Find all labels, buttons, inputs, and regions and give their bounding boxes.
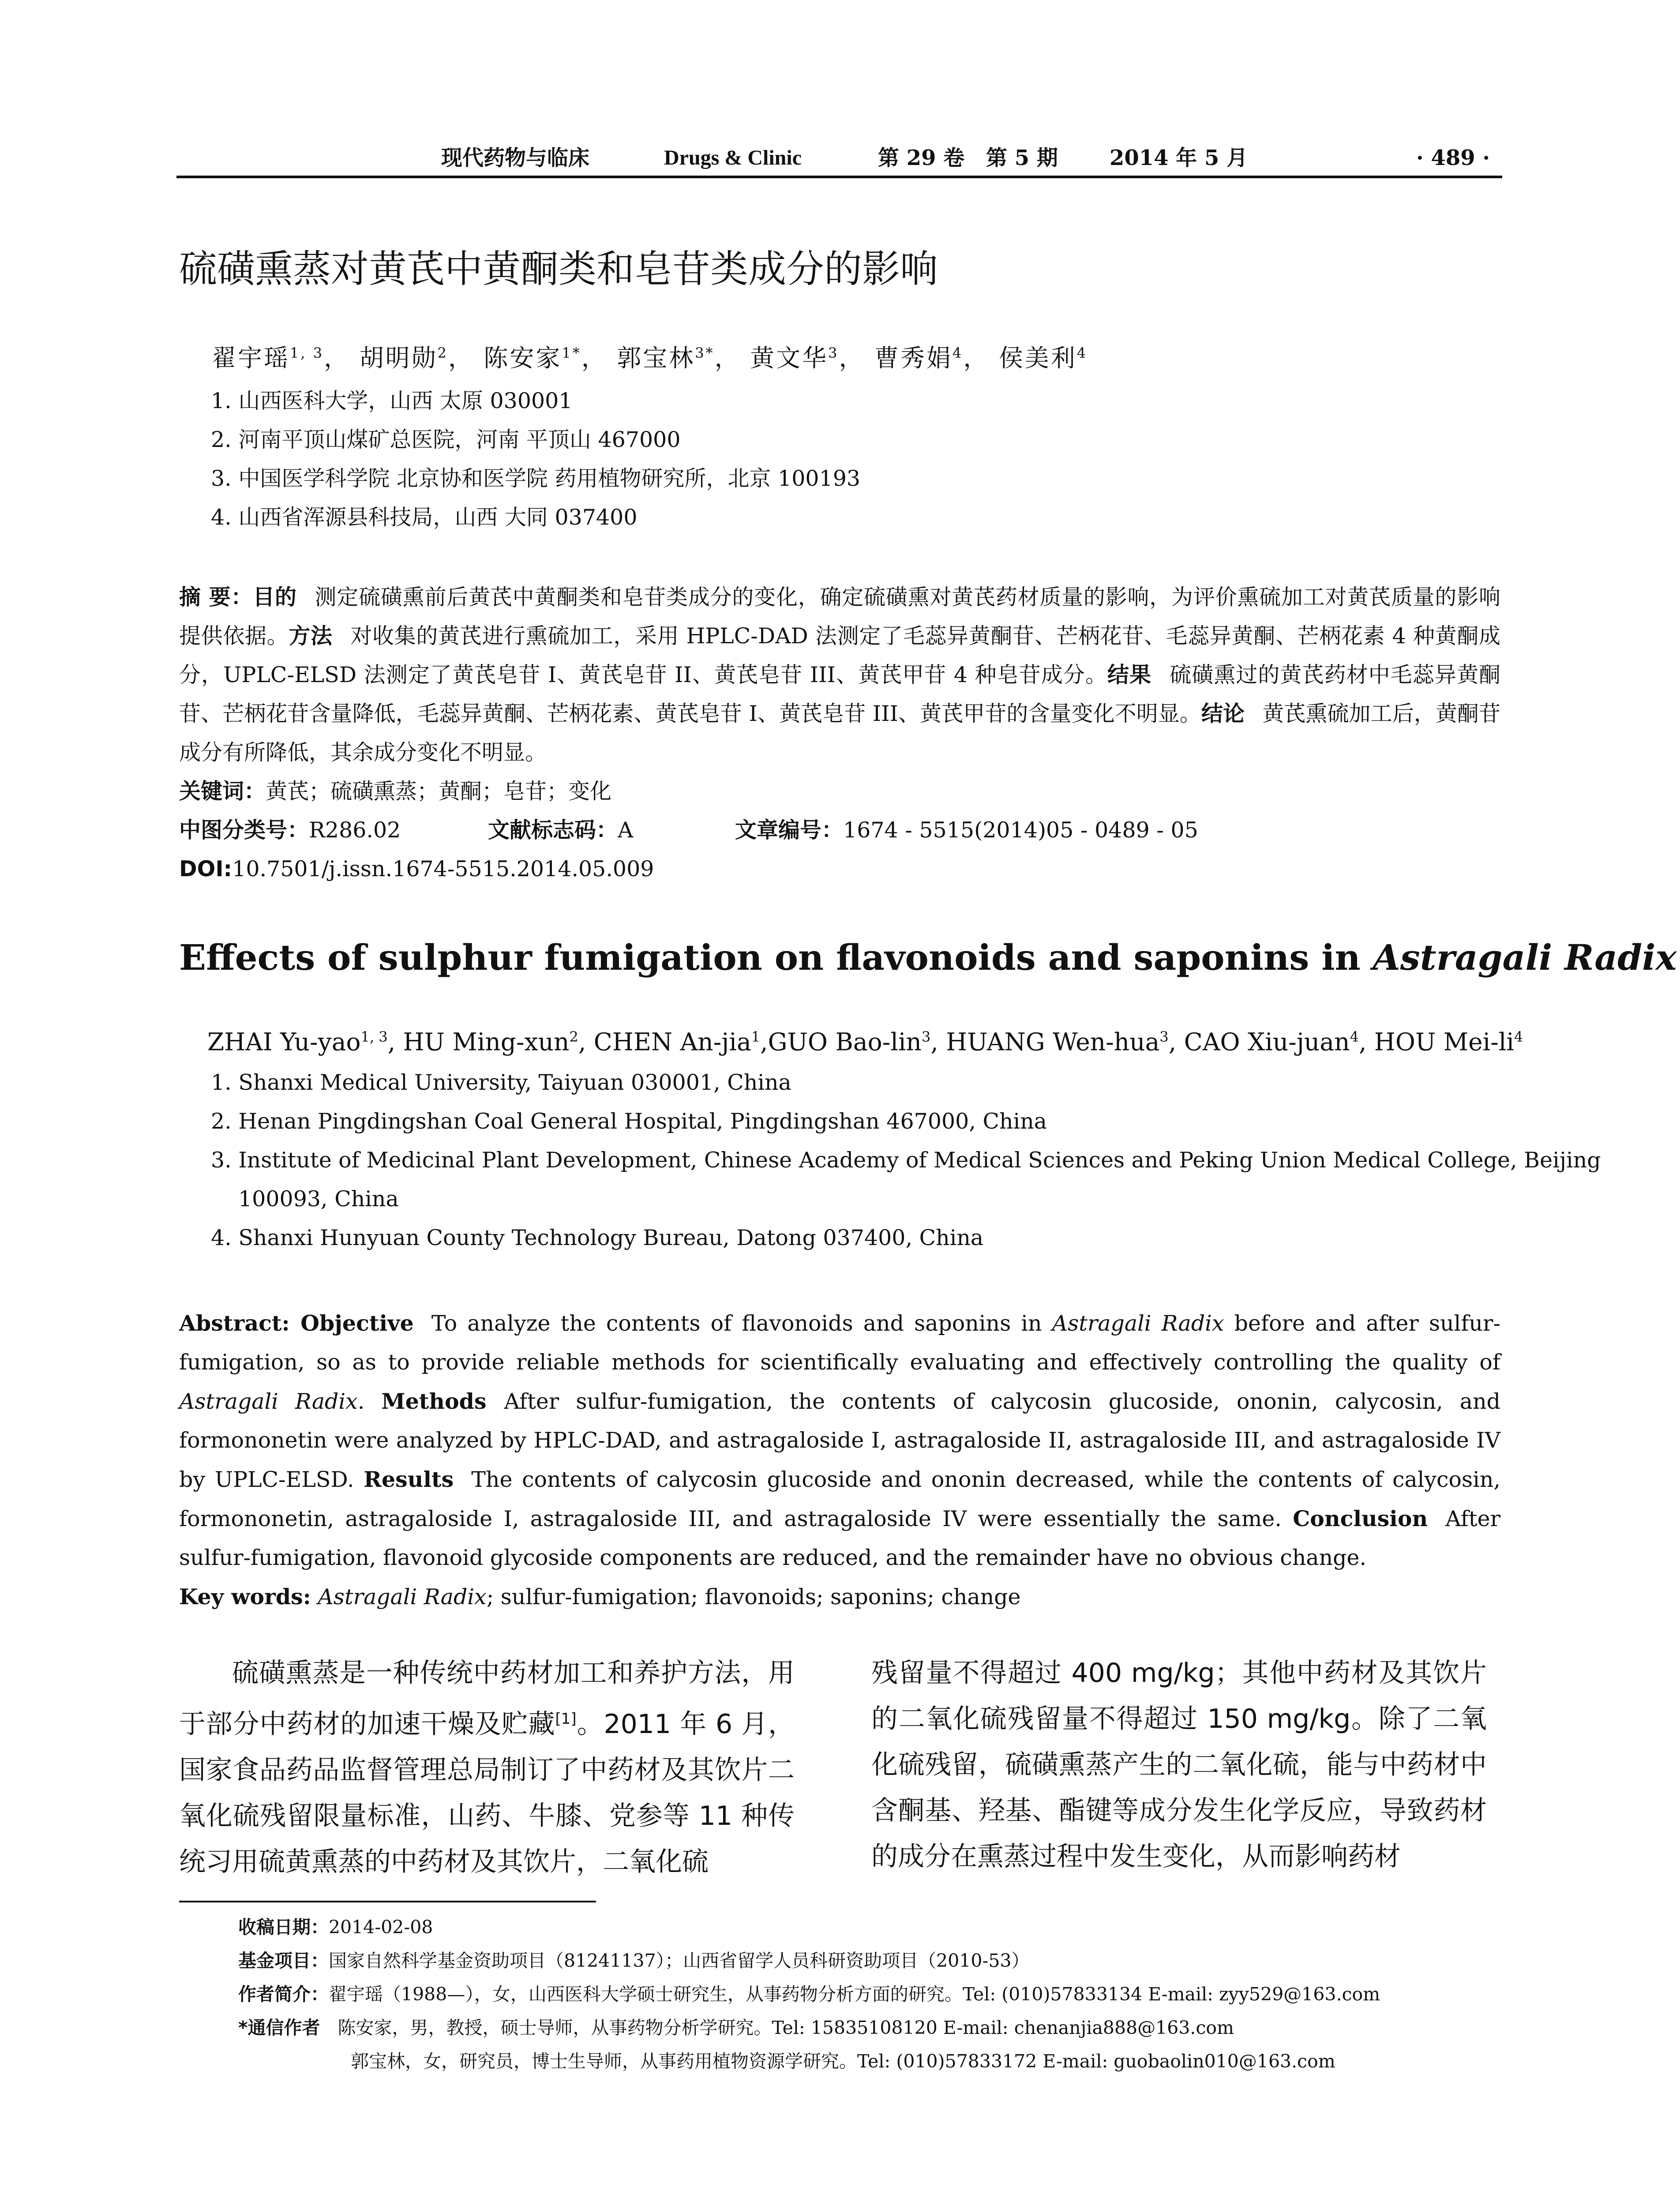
keyword-italic: Astragali Radix	[318, 1584, 487, 1609]
journal-name-cn: 现代药物与临床	[441, 146, 590, 170]
results-label: Results	[364, 1467, 454, 1492]
doccode-value: A	[618, 818, 634, 843]
article-title-cn: 硫磺熏蒸对黄芪中黄酮类和皂苷类成分的影响	[179, 247, 938, 291]
affiliation-item: 3. 中国医学科学院 北京协和医学院 药用植物研究所，北京 100193	[211, 466, 861, 491]
author-affil-mark: 4	[1076, 345, 1088, 361]
objective-text: 测定硫磺熏前后黄芪中黄酮类和皂苷类成分的变化，确定硫磺熏对黄芪药材质量的影响，为评价熏硫加工对黄芪质量的影响提供依据。	[179, 585, 1500, 649]
body-column-left: 硫磺熏蒸是一种传统中药材加工和养护方法，用于部分中药材的加速干燥及贮藏[1]。2011 年 6 月，国家食品药品监督管理总局制订了中药材及其饮片二氧化硫残留限量标准，山药、牛膝、党参等 11 种传统习用硫黄熏蒸的中药材及其饮片，二氧化硫	[179, 1658, 795, 1877]
articleno-value: 1674 - 5515(2014)05 - 0489 - 05	[843, 818, 1198, 843]
doccode-label: 文献标志码：	[488, 818, 618, 843]
author-affil-mark: 1, 3	[290, 345, 324, 361]
author-affil-mark: 4	[952, 345, 964, 361]
methods-text: After sulfur-fumigation, the contents of calycosin glucoside, ononin, calycosin, and formononetin were analyzed by HPLC-DAD, and astragaloside I, astragaloside II, astragaloside III, and astragaloside IV by UPLC-ELSD.	[179, 1389, 1501, 1492]
abstract-body-en: Abstract: Objective To analyze the contents of flavonoids and saponins in Astragali Radix before and after sulfur-fumigation, so as to provide reliable methods for scientifically evaluating and effectively controlling the quality of Astragali Radix. Methods After sulfur-fumigation, the contents of calycosin glucoside, ononin, calycosin, and formononetin were analyzed by HPLC-DAD, and astragaloside I, astragaloside II, astragaloside III, and astragaloside IV by UPLC-ELSD. Results The contents of calycosin glucoside and ononin decreased, while the contents of calycosin, formononetin, astragaloside I, astragaloside III, and astragaloside IV were essentially the same. Conclusion After sulfur-fumigation, flavonoid glycoside components are reduced, and the remainder have no obvious change.	[179, 1310, 1501, 1570]
methods-text: 对收集的黄芪进行熏硫加工，采用 HPLC-DAD 法测定了毛蕊异黄酮苷、芒柄花苷、毛蕊异黄酮、芒柄花素 4 种黄酮成分，UPLC-ELSD 法测定了黄芪皂苷 I、黄芪皂苷 II、黄芪皂苷 III、黄芪甲苷 4 种皂苷成分。	[179, 623, 1500, 687]
results-label: 结果	[1107, 662, 1152, 687]
author-name: ZHAI Yu-yao	[207, 1028, 361, 1056]
affiliation-item: 1. 山西医科大学，山西 太原 030001	[211, 388, 573, 413]
objective-label: 目的	[253, 585, 297, 610]
author-name: 黄文华	[750, 344, 829, 372]
results-text: 硫磺熏过的黄芪药材中毛蕊异黄酮苷、芒柄花苷含量降低，毛蕊异黄酮、芒柄花素、黄芪皂苷 I、黄芪皂苷 III、黄芪甲苷的含量变化不明显。	[179, 662, 1500, 726]
abstract-cn	[179, 578, 1500, 889]
methods-label: Methods	[381, 1388, 487, 1414]
methods-label: 方法	[289, 623, 333, 649]
body-column-right: 残留量不得超过 400 mg/kg；其他中药材及其饮片的二氧化硫残留量不得超过 150 mg/kg。除了二氧化硫残留，硫磺熏蒸产生的二氧化硫，能与中药材中含酮基、羟基、酯键等成分发生化学反应，导致药材的成分在熏蒸过程中发生变化，从而影响药材	[871, 1658, 1487, 1872]
affiliation-item: 4. Shanxi Hunyuan County Technology Bureau, Datong 037400, China	[211, 1225, 984, 1250]
author-name: HUANG Wen-hua	[946, 1028, 1160, 1056]
author-name: HU Ming-xun	[403, 1028, 570, 1056]
footnote-received: 收稿日期：2014-02-08	[238, 1917, 433, 1938]
footnote-author-bio: 作者简介：翟宇瑶（1988—），女，山西医科大学硕士研究生，从事药物分析方面的研究。Tel: (010)57833134 E-mail: zyy529@163.com	[238, 1984, 1380, 2005]
keywords-en	[179, 1577, 1500, 1617]
author-affil-mark: 2	[569, 1028, 578, 1045]
affiliations-cn	[211, 382, 860, 537]
footnote-fund: 基金项目：国家自然科学基金资助项目（81241137）；山西省留学人员科研资助项目（2010-53）	[238, 1950, 1030, 1971]
author-name: 胡明勋	[359, 344, 438, 372]
author-affil-mark: 3	[828, 345, 839, 361]
author-affil-mark: 3	[1159, 1028, 1169, 1045]
abstract-en	[179, 1304, 1500, 1617]
author-name: 郭宝林	[617, 344, 695, 372]
author-affil-mark: 1*	[562, 345, 581, 361]
abstract-label: 摘 要：	[179, 585, 253, 610]
author-name: HOU Mei-li	[1374, 1028, 1515, 1056]
doi-row	[179, 850, 1500, 889]
doi-value: 10.7501/j.issn.1674-5515.2014.05.009	[232, 856, 654, 882]
affiliation-item: 2. 河南平顶山煤矿总医院，河南 平顶山 467000	[211, 427, 681, 452]
keywords-text: 黄芪；硫磺熏蒸；黄酮；皂苷；变化	[266, 779, 612, 804]
clc-label: 中图分类号：	[179, 818, 309, 843]
keywords-label: 关键词：	[179, 779, 266, 804]
classification-row	[179, 811, 1500, 850]
author-affil-mark: 3*	[695, 345, 715, 361]
articleno-label: 文章编号：	[735, 818, 844, 843]
affiliations-en	[211, 1063, 1601, 1257]
author-name: 侯美利	[998, 344, 1077, 372]
abstract-objective-label: Abstract: Objective	[179, 1310, 414, 1336]
doi-label: DOI:	[179, 856, 232, 882]
author-list-cn: 翟宇瑶$^{1, 3}$， 胡明勋$^2$， 陈安家$^{1*}$， 郭宝林$^{3*}$， 黄文华$^3$， 曹秀娟$^4$， 侯美利$^4$	[212, 344, 1088, 372]
author-affil-mark: 2	[437, 345, 448, 361]
results-text: The contents of calycosin glucoside and ononin decreased, while the contents of calycosin, formononetin, astragaloside I, astragaloside III, and astragaloside IV were essentially the same.	[179, 1467, 1501, 1531]
title-en-italic: Astragali Radix	[1372, 937, 1677, 978]
keywords-cn	[179, 772, 1500, 811]
clc-value: R286.02	[309, 818, 401, 843]
author-name: 曹秀娟	[874, 344, 953, 372]
footnote-divider	[179, 1901, 596, 1902]
author-name: GUO Bao-lin	[768, 1028, 922, 1056]
citation-ref[interactable]: [1]	[555, 1710, 577, 1728]
running-header	[176, 140, 1502, 178]
conclusion-label: 结论	[1201, 701, 1245, 726]
author-affil-mark: 1	[751, 1028, 761, 1045]
affiliation-item: 4. 山西省浑源县科技局，山西 大同 037400	[211, 505, 638, 530]
footnote-corresponding-2: 郭宝林，女，研究员，博士生导师，从事药用植物资源学研究。Tel: (010)57833172 E-mail: guobaolin010@163.com	[351, 2051, 1335, 2072]
author-affil-mark: 3	[921, 1028, 931, 1045]
author-list-en: ZHAI Yu-yao$^{1, 3}$, HU Ming-xun$^2$, CHEN An-jia$^1$,GUO Bao-lin$^3$, HUANG Wen-hua$^3$, CAO Xiu-juan$^4$, HOU Mei-$li^4$	[207, 1028, 1523, 1056]
author-affil-mark: 1, 3	[360, 1028, 388, 1045]
footnote-corresponding: *通信作者 陈安家，男，教授，硕士导师，从事药物分析学研究。Tel: 15835108120 E-mail: chenanjia888@163.com	[238, 2017, 1234, 2038]
author-affil-mark: 4	[1514, 1028, 1523, 1045]
conclusion-label: Conclusion	[1293, 1506, 1428, 1531]
affiliation-item: 1. Shanxi Medical University, Taiyuan 030001, China	[211, 1070, 791, 1095]
author-name: 翟宇瑶	[212, 344, 290, 372]
keywords-label: Key words:	[179, 1584, 311, 1609]
abstract-body-cn	[179, 578, 1500, 772]
author-name: 陈安家	[484, 344, 562, 372]
title-en-main: Effects of sulphur fumigation on flavonoids and saponins in	[179, 937, 1373, 978]
volume: 第 29 卷	[878, 146, 965, 170]
keywords-text: ; sulfur-fumigation; flavonoids; saponins; change	[486, 1584, 1021, 1609]
affiliation-item-continued: 100093, China	[238, 1186, 399, 1212]
page-number: · 489 ·	[1416, 146, 1490, 170]
issue-date: 2014 年 5 月	[1110, 146, 1248, 170]
author-name: CAO Xiu-juan	[1184, 1028, 1350, 1056]
author-name: CHEN An-jia	[593, 1028, 751, 1056]
affiliation-item: 3. Institute of Medicinal Plant Development, Chinese Academy of Medical Sciences and Peking Union Medical College, Beijing	[211, 1148, 1601, 1173]
author-affil-mark: 4	[1350, 1028, 1359, 1045]
article-title-en	[179, 933, 1676, 982]
issue: 第 5 期	[986, 146, 1058, 170]
journal-name-en: Drugs & Clinic	[664, 146, 802, 169]
conclusion-text: 黄芪熏硫加工后，黄酮苷成分有所降低，其余成分变化不明显。	[179, 701, 1500, 765]
footnotes	[238, 1910, 1500, 2078]
conclusion-text: After sulfur-fumigation, flavonoid glycoside components are reduced, and the remainder have no obvious change.	[179, 1506, 1500, 1570]
affiliation-item: 2. Henan Pingdingshan Coal General Hospital, Pingdingshan 467000, China	[211, 1109, 1047, 1134]
